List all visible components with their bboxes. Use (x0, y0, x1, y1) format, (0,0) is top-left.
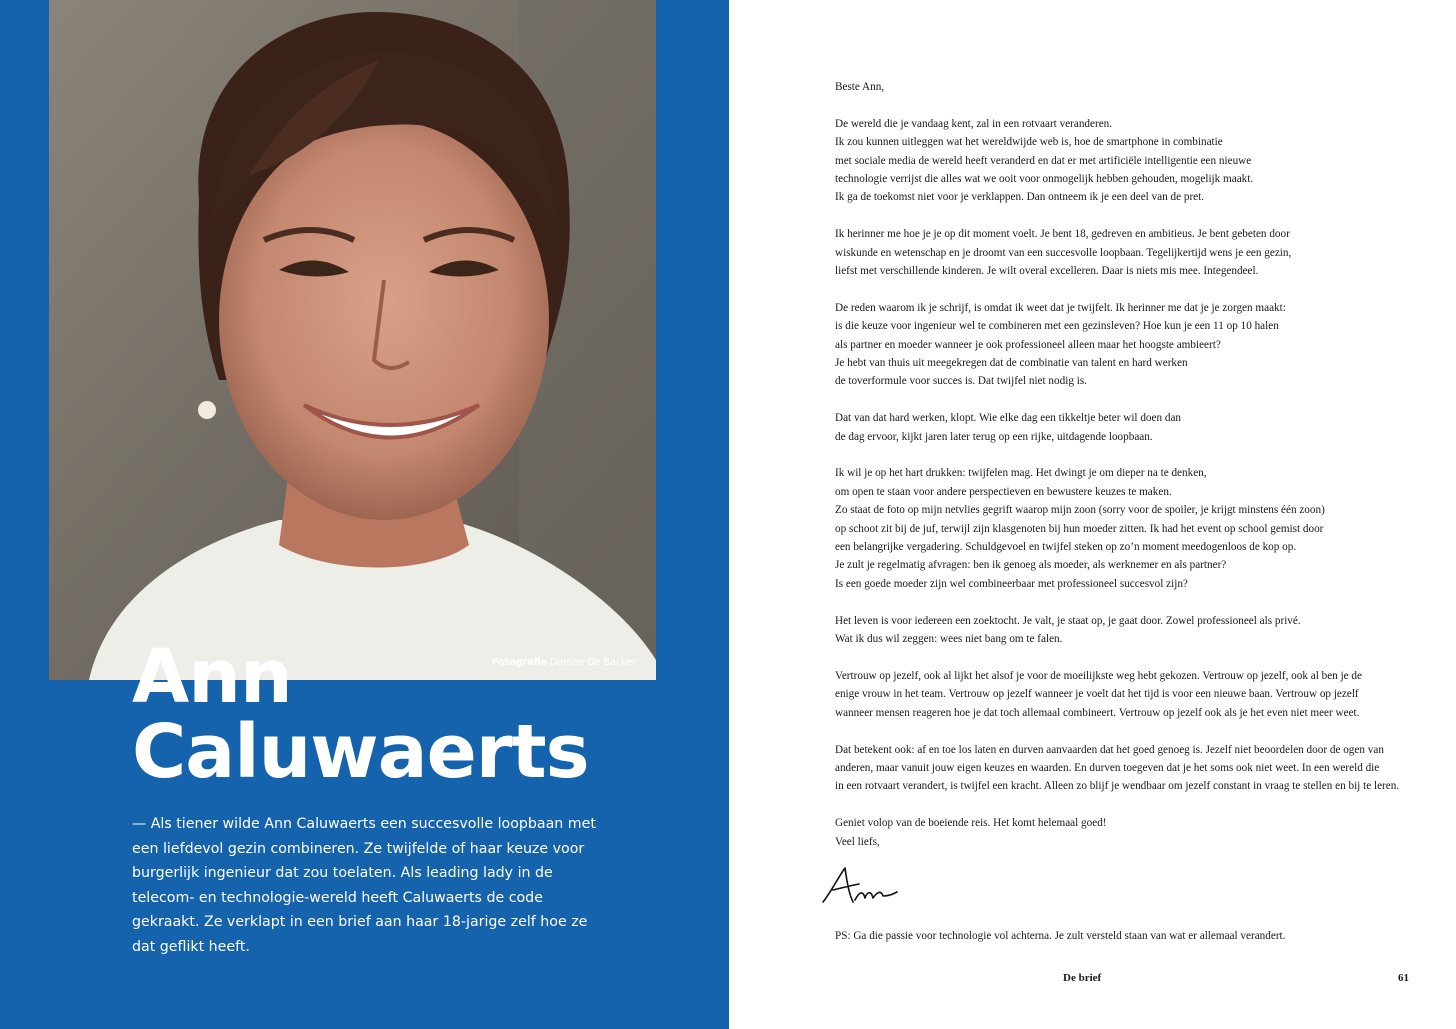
title-last-name: Caluwaerts (132, 709, 589, 795)
letter-paragraph: Het leven is voor iedereen een zoektocht. Je valt, je staat op, je gaat door. Zowel professioneel als privé. Wat ik dus wil zeggen: wees niet bang om te falen. (835, 614, 1301, 646)
letter-paragraph: De wereld die je vandaag kent, zal in een rotvaart veranderen. Ik zou kunnen uitleggen wat het wereldwijde web is, hoe de smartphone in combinatie met sociale media de wereld heeft veranderd en dat er met artificiële intelligentie een nieuwe technologie verrijst die alles wat we ooit voor onmogelijk hebben gehouden, mogelijk maakt. Ik ga de toekomst niet voor je verklappen. Dan ontneem ik je een deel van de pret. (835, 117, 1254, 204)
title-first-name: Ann (132, 634, 292, 720)
letter-ps: PS: Ga die passie voor technologie vol achterna. Je zult versteld staan van wat er allemaal verandert. (835, 930, 1286, 942)
letter-paragraph: Dat van dat hard werken, klopt. Wie elke dag een tikkeltje beter wil doen dan de dag ervoor, kijkt jaren later terug op een rijke, uitdagende loopbaan. (835, 412, 1182, 443)
signature-icon (819, 862, 899, 912)
letter-paragraph: Ik herinner me hoe je je op dit moment voelt. Je bent 18, gedreven en ambitieus. Je bent gebeten door wiskunde en wetenschap en je droomt van een succesvolle loopbaan. Tegelijkertijd wens je een gezin, liefst met verschillende kinderen. Je wilt overal excelleren. Daar is niets mis mee. Integendeel. (835, 228, 1292, 278)
photo-credit-label: Fotografie (491, 657, 548, 668)
photo-credit-name: Damon De Backer (550, 657, 636, 668)
letter-paragraph: Vertrouw op jezelf, ook al lijkt het alsof je voor de moeilijkste weg hebt gekozen. Vertrouw op jezelf, ook al ben je de enige vrouw in het team. Vertrouw op jezelf wanneer je voelt dat het tijd is voor een nieuwe baan. Vertrouw op jezelf wanneer mensen reageren hoe je dat toch allemaal combineert. Vertrouw op jezelf ook als je het even niet meer weet. (835, 669, 1362, 719)
photo-credit (492, 657, 636, 668)
portrait-photo (49, 0, 656, 680)
section-label: De brief (1063, 972, 1102, 984)
letter-paragraph: Ik wil je op het hart drukken: twijfelen mag. Het dwingt je om dieper na te denken, om open te staan voor andere perspectieven en bewustere keuzes te maken. Zo staat de foto op mijn netvlies gegrift waarop mijn zoon (sorry voor de spoiler, je krijgt minstens één zoon) op schoot zit bij de juf, terwijl zijn klasgenoten bij hun moeder zitten. Ik had het event op school gemist door een belangrijke vergadering. Schuldgevoel en twijfel steken op zo’n moment meedogenloos de kop op. Je zult je regelmatig afvragen: ben ik genoeg als moeder, als werknemer en als partner? Is een goede moeder zijn wel combineerbaar met professioneel succesvol zijn? (835, 467, 1325, 590)
letter-salutation: Beste Ann, (835, 81, 885, 93)
letter-paragraph: De reden waarom ik je schrijf, is omdat ik weet dat je twijfelt. Ik herinner me dat je je zorgen maakt: is die keuze voor ingenieur wel te combineren met een gezinsleven? Hoe kun je een 11 op 10 halen als partner en moeder wanneer je ook professioneel alleen maar het hoogste ambieert? Je hebt van thuis uit meegekregen dat de combinatie van talent en hard werken de toverformule voor succes is. Dat twijfel niet nodig is. (835, 301, 1286, 388)
right-page (729, 0, 1456, 1029)
letter-paragraph: Dat betekent ook: af en toe los laten en durven aanvaarden dat het goed genoeg is. Jezelf niet beoordelen door de ogen van anderen, maar vanuit jouw eigen keuzes en waarden. En durven toegeven dat je het soms ook niet weet. In een wereld die in een rotvaart verandert, is twijfel een kracht. Alleen zo blijf je wendbaar om jezelf constant in vraag te stellen en bij te leren. (835, 743, 1400, 793)
letter-body (835, 78, 1435, 869)
page-number: 61 (1398, 972, 1409, 984)
portrait-illustration (49, 0, 656, 680)
intro-text: — Als tiener wilde Ann Caluwaerts een succesvolle loopbaan met een liefdevol gezin combineren. Ze twijfelde of haar keuze voor burgerlijk ingenieur dat zou toelaten. Als leading lady in de telecom- en technologie-wereld heeft Caluwaerts de code gekraakt. Ze verklapt in een brief aan haar 18-jarige zelf hoe ze dat geflikt heeft. (132, 816, 596, 955)
letter-closing: Geniet volop van de boeiende reis. Het komt helemaal goed! Veel liefs, (835, 817, 1107, 848)
